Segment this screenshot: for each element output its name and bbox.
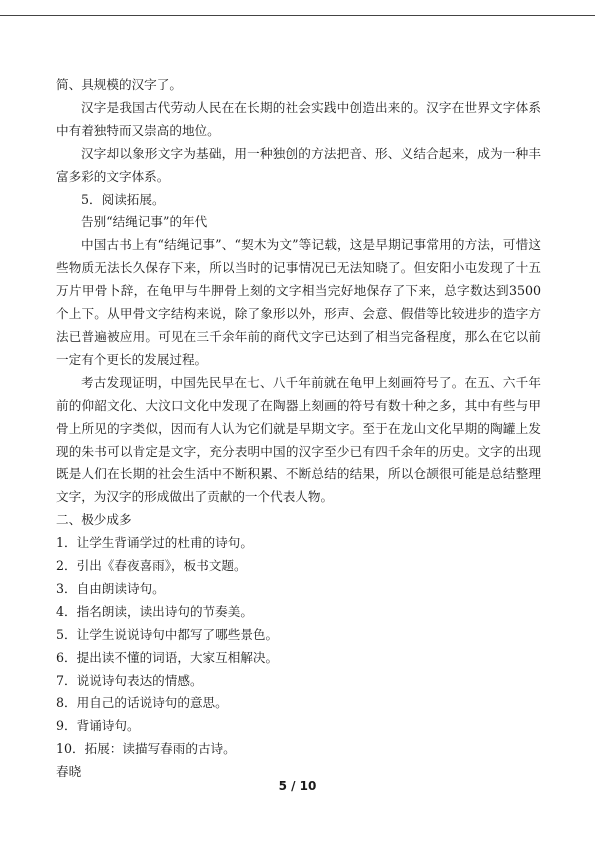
page-number: 5 / 10 (278, 779, 317, 793)
list-item: 4．指名朗读，读出诗句的节奏美。 (56, 603, 253, 619)
paragraph-hanzi-status: 汉字是我国古代劳动人民在在长期的社会实践中创造出来的。汉字在世界文字体系中有着独特而又崇高的地位。 (56, 99, 541, 138)
document-body (56, 74, 541, 784)
paragraph-hanzi-system: 汉字却以象形文字为基础，用一种独创的方法把音、形、义结合起来，成为一种丰富多彩的文字体系。 (56, 145, 541, 184)
paragraph-continuation: 简、具规模的汉字了。 (56, 77, 182, 92)
poem-title: 春晓 (56, 764, 82, 780)
list-item: 2．引出《春夜喜雨》，板书文题。 (56, 558, 247, 574)
list-item: 7．说说诗句表达的情感。 (56, 672, 203, 688)
paragraph-archaeology: 考古发现证明，中国先民早在七、八千年前就在龟甲上刻画符号了。在五、六千年前的仰韶文化、大汶口文化中发现了在陶器上刻画的符号有数十种之多，其中有些与甲骨上所见的字类似，因而有人认为它们就是早期文字。至于在龙山文化早期的陶罐上发现的朱书可以肯定是文字，充分表明中国的汉字至少已有四千余年的历史。文字的出现既是人们在长期的社会生活中不断积累、不断总结的结果，所以仓颉很可能是总结整理文字，为汉字的形成做出了贡献的一个代表人物。 (56, 374, 541, 505)
list-item: 5．让学生说说诗句中都写了哪些景色。 (56, 626, 279, 642)
list-item: 8．用自己的话说诗句的意思。 (56, 695, 228, 711)
paragraph-ancient-records: 中国古书上有“结绳记事”、“契木为文”等记载，这是早期记事常用的方法，可惜这些物质无法长久保存下来，所以当时的记事情况已无法知晓了。但安阳小屯发现了十五万片甲骨卜辞，在龟甲与牛胛骨上刻的文字相当完好地保存了下来，总字数达到3500个上下。从甲骨文字结构来说，除了象形以外，形声、会意、假借等比较进步的造字方法已普遍被应用。可见在三千余年前的商代文字已达到了相当完备程度，那么在它以前一定有个更长的发展过程。 (56, 237, 541, 367)
list-item: 10．拓展：读描写春雨的古诗。 (56, 741, 236, 757)
list-item: 1．让学生背诵学过的杜甫的诗句。 (56, 535, 253, 551)
header-rule (0, 15, 595, 16)
list-item: 9．背诵诗句。 (56, 718, 140, 734)
section-heading: 二、极少成多 (56, 512, 132, 528)
reading-title: 告别“结绳记事”的年代 (81, 214, 208, 230)
exercise-heading: 5．阅读拓展。 (81, 191, 165, 207)
list-item: 6．提出读不懂的词语，大家互相解决。 (56, 649, 279, 665)
list-item: 3．自由朗读诗句。 (56, 580, 165, 596)
